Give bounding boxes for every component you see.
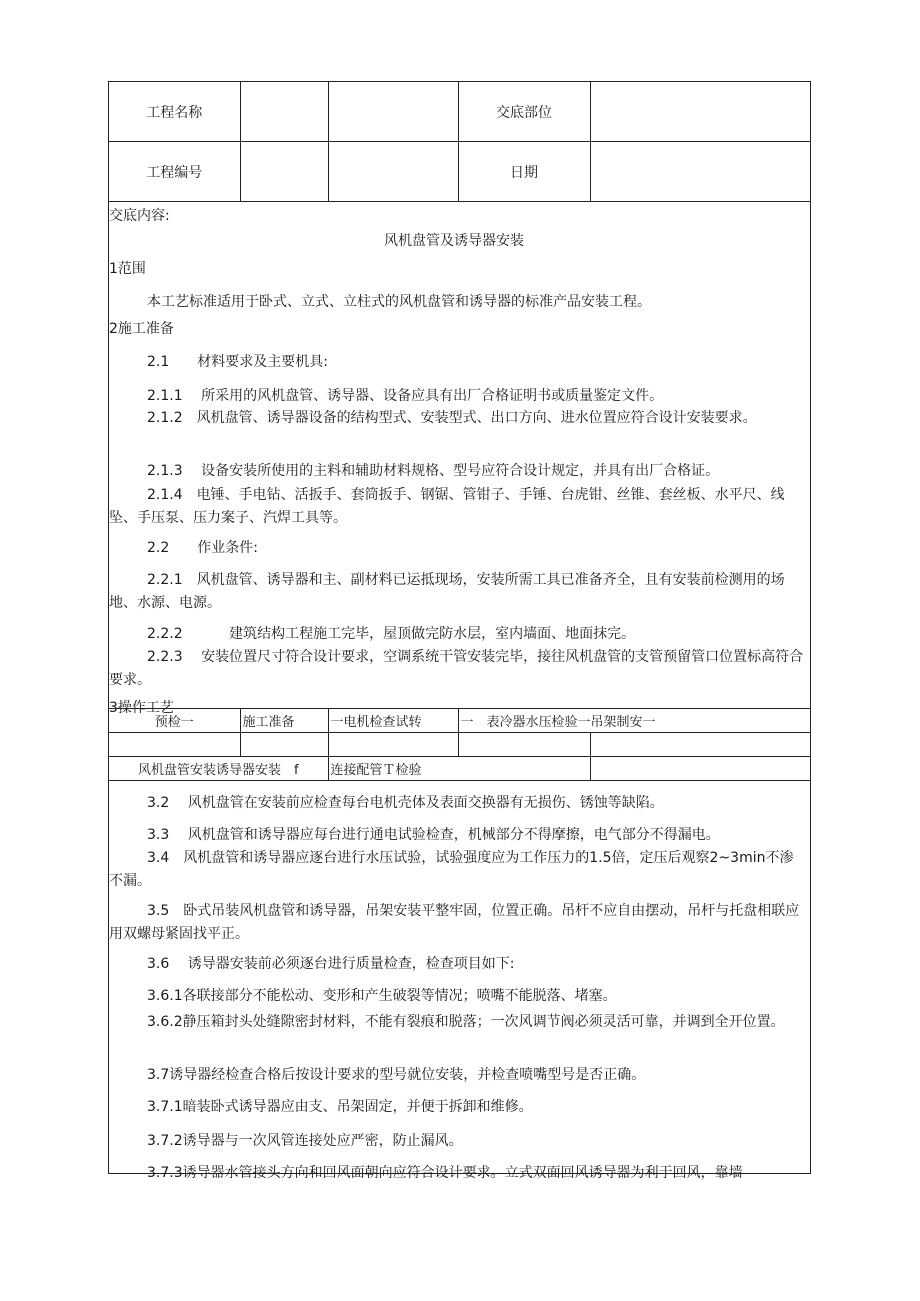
section-1-heading: 1范围 [109,261,146,277]
section-3-2: 3.2 风机盘管在安装前应检查每台电机壳体及表面交换器有无损伤、锈蚀等缺陷。 [147,795,664,811]
flow-step [590,757,810,781]
flow-row [109,757,810,781]
section-2-1-2: 2.1.2 风机盘管、诱导器设备的结构型式、安装型式、出口方向、进水位置应符合设计安装要求。 [147,410,757,426]
doc-title: 风机盘管及诱导器安装 [384,233,524,249]
section-3-7-3: 3.7.3诱导器水管接头方向和回风面朝向应符合设计要求。立式双面回风诱导器为利于回风，靠墙 [147,1165,743,1181]
section-3-4: 3.4 风机盘管和诱导器应逐台进行水压试验，试验强度应为工作压力的1.5倍，定压后观察2~3min不渗不漏。 [109,850,794,889]
section-3-6-2: 3.6.2静压箱封头处缝隙密封材料，不能有裂痕和脱落；一次风调节阀必须灵活可靠，并调到全开位置。 [147,1014,785,1030]
flow-row [109,709,810,733]
section-2-1-3: 2.1.3 设备安装所使用的主料和辅助材料规格、型号应符合设计规定，并具有出厂合格证。 [147,463,720,479]
section-2-2-3: 2.2.3 安装位置尺寸符合设计要求，空调系统干管安装完毕，接往风机盘管的支管预留管口位置标高符合要求。 [109,649,804,688]
section-2-2-2: 2.2.2 建筑结构工程施工完毕，屋顶做完防水层，室内墙面、地面抹完。 [147,626,636,642]
flow-step [458,733,590,757]
section-1-text: 本工艺标准适用于卧式、立式、立柱式的风机盘管和诱导器的标准产品安装工程。 [147,294,651,310]
section-3-5: 3.5 卧式吊装风机盘管和诱导器，吊架安装平整牢固，位置正确。吊杆不应自由摆动，吊杆与托盘相联应用双螺母紧固找平正。 [109,903,800,942]
section-3-7-2: 3.7.2诱导器与一次风管连接处应严密，防止漏风。 [147,1133,463,1149]
handover-sheet [108,81,811,1181]
header-row [109,142,810,202]
date-field [590,142,810,202]
flow-step: 风机盘管安装诱导器安装 f [109,757,328,781]
flow-step: 预检一 [109,709,240,733]
project-name-field-2 [328,82,458,142]
flow-step: 一 表冷器水压检验一吊架制安一 [458,709,810,733]
section-2-2: 2.2 作业条件: [147,540,258,556]
section-3-3: 3.3 风机盘管和诱导器应每台进行通电试验检查，机械部分不得摩擦，电气部分不得漏电。 [147,827,720,843]
section-2-1-4: 2.1.4 电锤、手电钻、活扳手、套筒扳手、钢锯、管钳子、手锤、台虎钳、丝锥、套丝板、水平尺、线坠、手压泵、压力案子、汽焊工具等。 [109,487,785,526]
content-label: 交底内容: [109,208,170,224]
section-2-heading: 2施工准备 [109,321,174,337]
section-2-1: 2.1 材料要求及主要机具: [147,354,328,370]
project-no-label: 工程编号 [109,142,240,202]
header-row [109,82,810,142]
header-table [109,82,810,202]
flow-step: 施工准备 [240,709,328,733]
section-3-6: 3.6 诱导器安装前必须逐台进行质量检查，检查项目如下: [147,956,515,972]
flow-step [109,733,240,757]
flow-step [328,733,458,757]
project-name-label: 工程名称 [109,82,240,142]
section-3-heading: 3操作工艺 [109,700,174,716]
section-2-1-1: 2.1.1 所采用的风机盘管、诱导器、设备应具有出厂合格证明书或质量鉴定文件。 [147,388,664,404]
section-3-7-1: 3.7.1暗装卧式诱导器应由支、吊架固定，并便于拆卸和维修。 [147,1099,533,1115]
project-no-field-1 [240,142,328,202]
handover-part-label: 交底部位 [458,82,590,142]
flow-row [109,733,810,757]
handover-part-field [590,82,810,142]
project-name-field-1 [240,82,328,142]
flow-step [240,733,328,757]
flow-step [590,733,810,757]
flow-step: 连接配管Ｔ检验 [328,757,590,781]
date-label: 日期 [458,142,590,202]
section-3-6-1: 3.6.1各联接部分不能松动、变形和产生破裂等情况；喷嘴不能脱落、堵塞。 [147,988,617,1004]
process-flow-table [109,708,810,781]
flow-step: 一电机检查试转 [328,709,458,733]
section-3-7: 3.7诱导器经检查合格后按设计要求的型号就位安装，并检查喷嘴型号是否正确。 [147,1067,646,1083]
project-no-field-2 [328,142,458,202]
section-2-2-1: 2.2.1 风机盘管、诱导器和主、副材料已运抵现场，安装所需工具已准备齐全，且有安装前检测用的场地、水源、电源。 [109,572,785,611]
